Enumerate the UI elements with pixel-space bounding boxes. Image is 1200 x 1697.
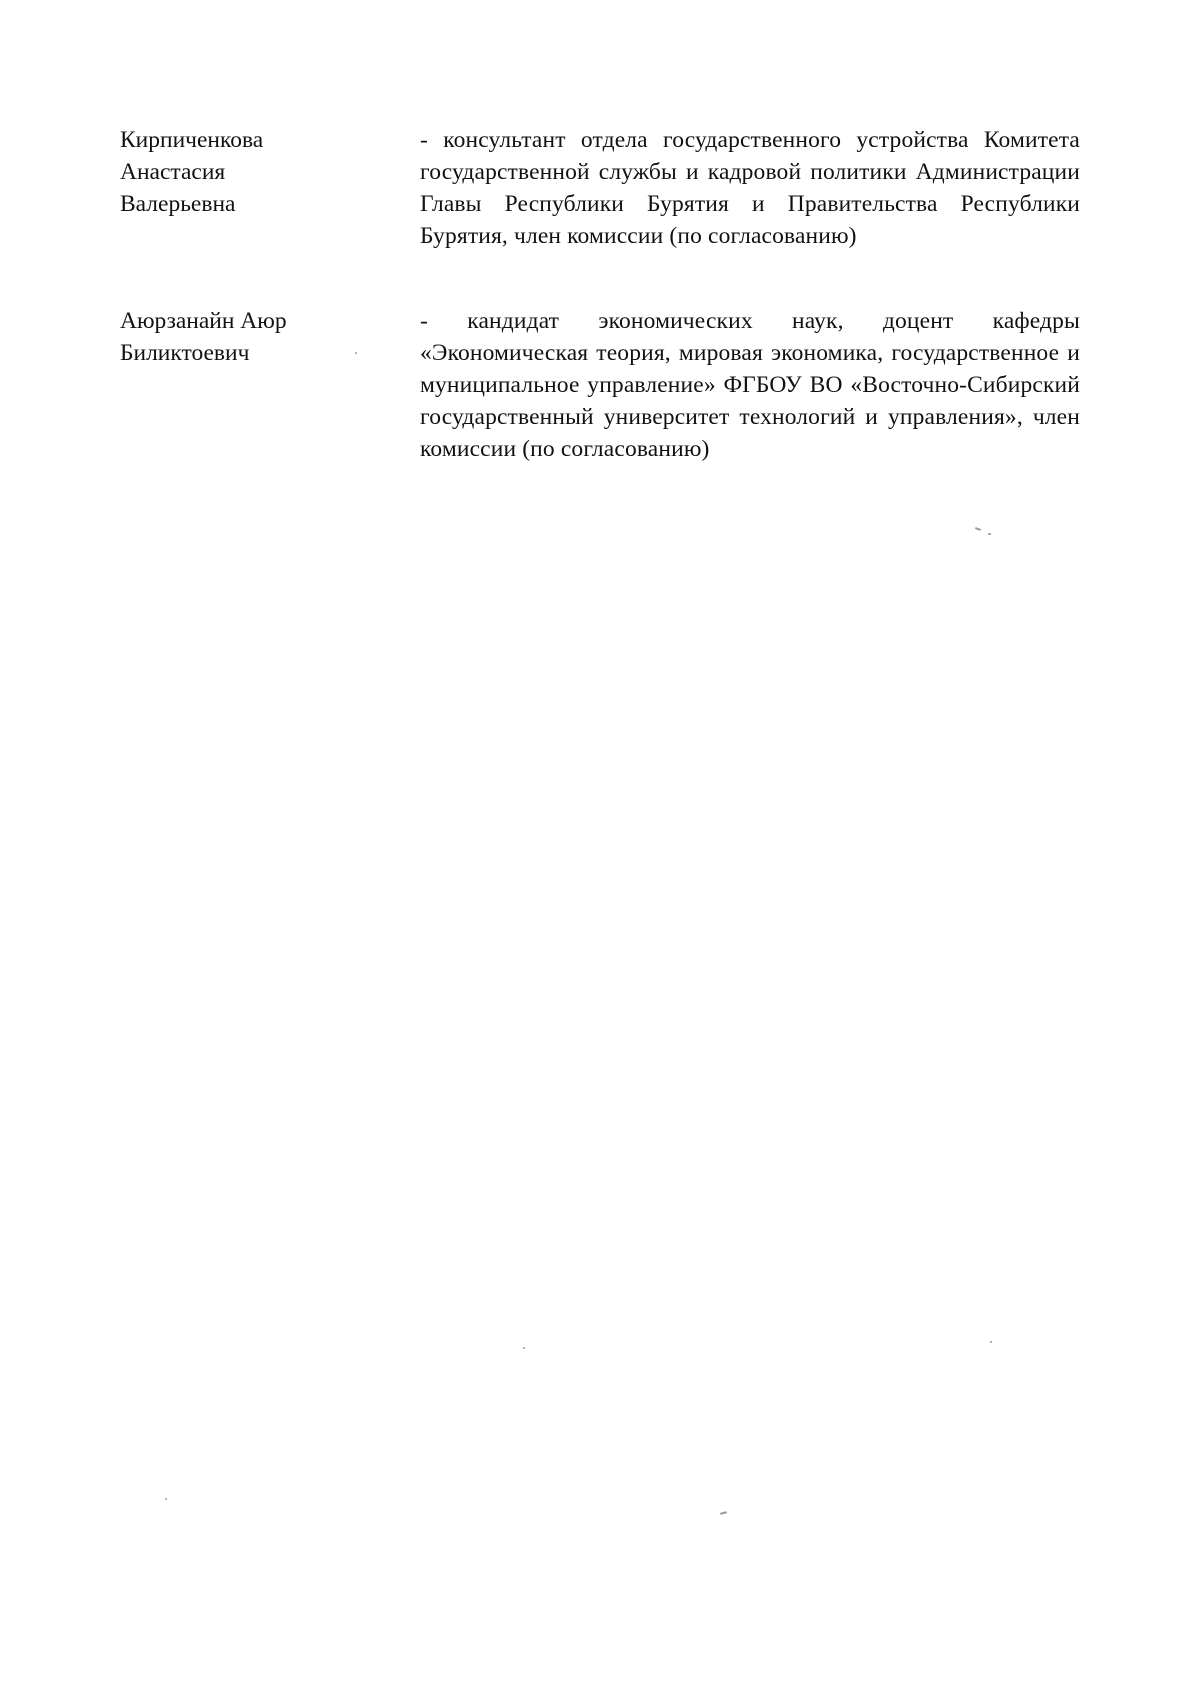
scan-speck (990, 1341, 992, 1343)
scan-speck (975, 527, 981, 531)
scan-speck (523, 1347, 525, 1349)
member-name: Кирпиченкова Анастасия Валерьевна (120, 127, 264, 217)
scan-speck (355, 352, 357, 354)
scan-speck (988, 533, 991, 535)
member-name: Аюрзанайн Аюр Биликтоевич (120, 308, 287, 366)
member-description: - кандидат экономических наук, доцент кафедры «Экономическая теория, мировая экономика, государственное и муниципальное управление» ФГБОУ ВО «Восточно-Сибирский государственный университет технологий и управления», член комиссии (по согласованию) (420, 308, 1080, 462)
scan-speck (165, 1498, 167, 1500)
scan-speck (720, 1511, 727, 1515)
member-description: - консультант отдела государственного устройства Комитета государственной службы и кадровой политики Администрации Главы Республики Бурятия и Правительства Республики Бурятия, член комиссии (по согласованию) (420, 127, 1080, 249)
